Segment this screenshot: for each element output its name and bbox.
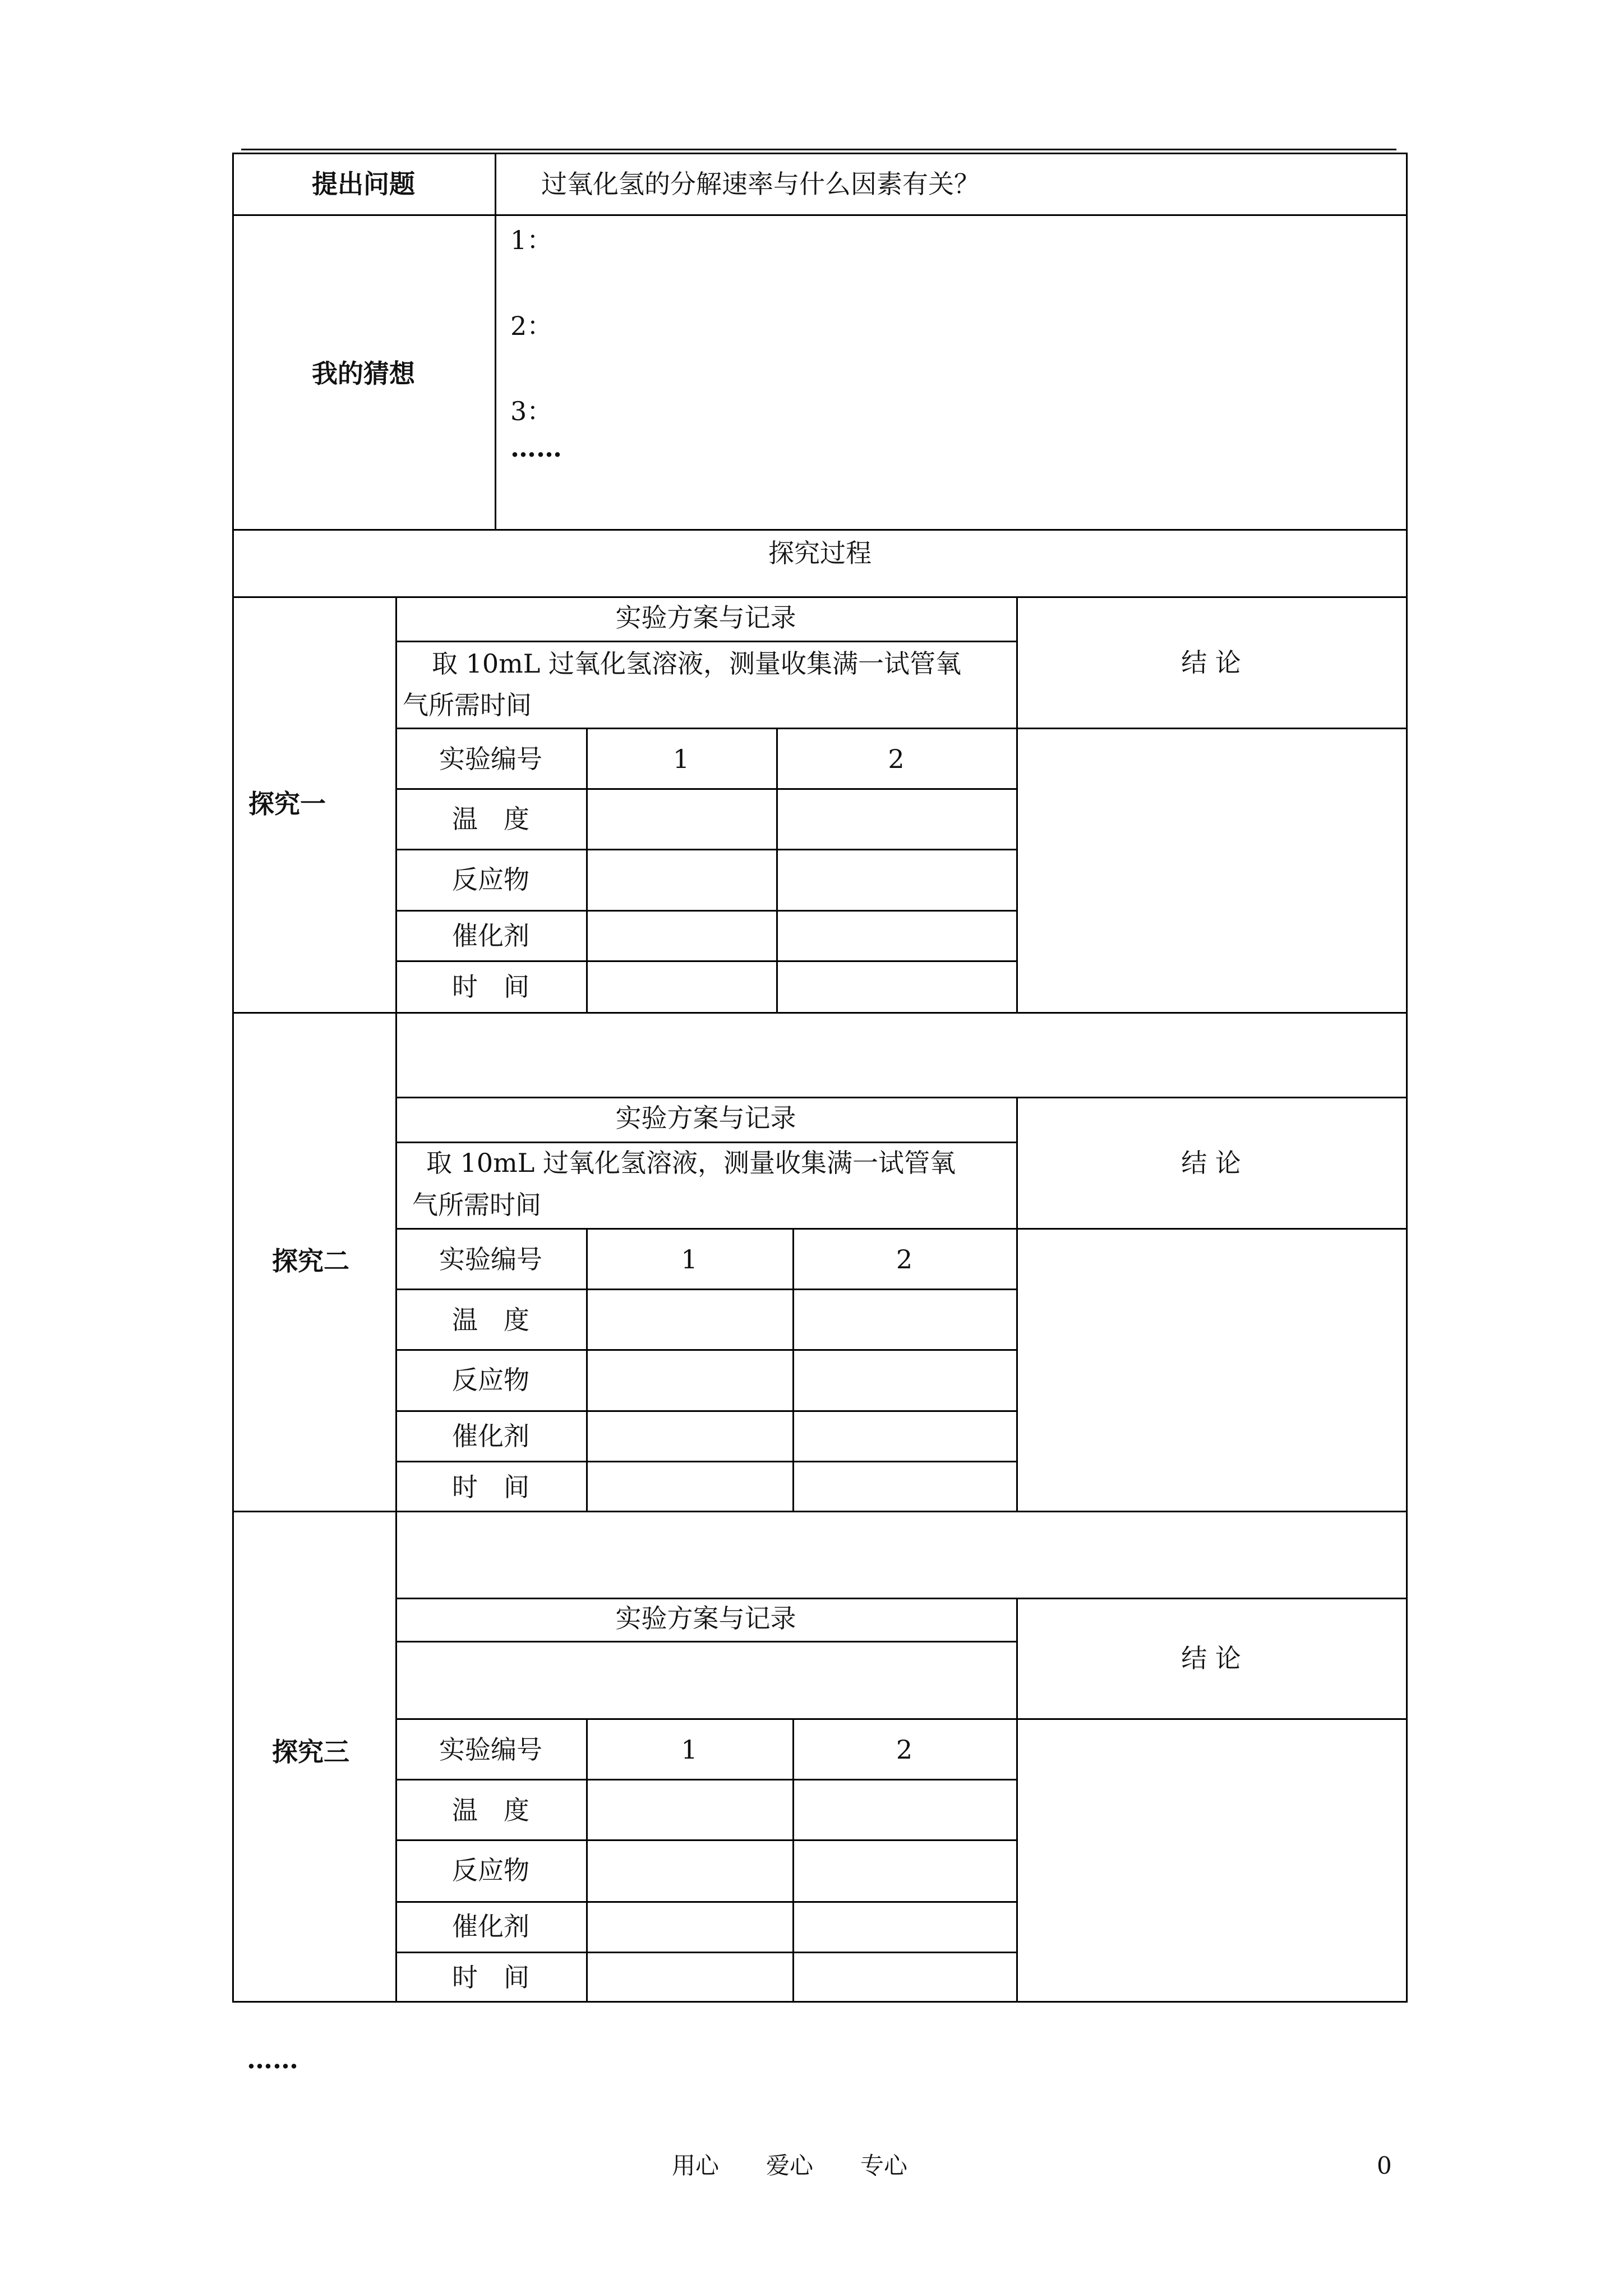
table-row-temp: 温 度 <box>452 1795 529 1825</box>
table-row-time: 时 间 <box>452 1962 529 1993</box>
table-row-time: 时 间 <box>452 972 529 1002</box>
plan-title: 实验方案与记录 <box>615 602 796 633</box>
table-header-2: 2 <box>896 1734 913 1765</box>
table-row-reactant: 反应物 <box>452 1365 529 1395</box>
question-label: 提出问题 <box>312 169 415 199</box>
plan-text-line2: 气所需时间 <box>403 690 532 720</box>
trailing-ellipsis: …… <box>247 2044 298 2074</box>
conclusion-label: 结 论 <box>1181 1148 1241 1178</box>
table-header-2: 2 <box>896 1244 913 1274</box>
footer-slogan: 用心 爱心 专心 <box>672 2152 908 2179</box>
table-header-id: 实验编号 <box>439 1734 542 1765</box>
section-3-label: 探究三 <box>272 1737 349 1767</box>
guess-item-2: 2： <box>510 311 553 341</box>
plan-text-line2: 气所需时间 <box>412 1190 541 1220</box>
process-title: 探究过程 <box>768 538 872 568</box>
plan-title: 实验方案与记录 <box>615 1603 796 1634</box>
table-header-1: 1 <box>672 744 690 774</box>
table-header-2: 2 <box>888 744 905 774</box>
table-row-catalyst: 催化剂 <box>452 921 529 951</box>
question-text: 过氧化氢的分解速率与什么因素有关？ <box>541 169 980 199</box>
guess-ellipsis: …… <box>510 432 562 463</box>
table-row-reactant: 反应物 <box>452 864 529 895</box>
table-row-catalyst: 催化剂 <box>452 1421 529 1451</box>
page-number: 0 <box>1377 2152 1392 2179</box>
table-header-id: 实验编号 <box>439 1244 542 1274</box>
section-2-label: 探究二 <box>272 1246 349 1276</box>
section-1-label: 探究一 <box>248 789 326 819</box>
table-row-temp: 温 度 <box>452 804 529 834</box>
table-header-1: 1 <box>681 1734 698 1765</box>
plan-text-line1: 取 10mL 过氧化氢溶液，测量收集满一试管氧 <box>426 1148 956 1178</box>
guess-item-1: 1： <box>510 225 553 255</box>
table-row-time: 时 间 <box>452 1472 529 1502</box>
guess-item-3: 3： <box>510 396 553 426</box>
guess-label: 我的猜想 <box>312 358 415 389</box>
table-row-reactant: 反应物 <box>452 1855 529 1885</box>
table-row-catalyst: 催化剂 <box>452 1911 529 1941</box>
conclusion-label: 结 论 <box>1181 647 1241 678</box>
table-header-id: 实验编号 <box>439 744 542 774</box>
conclusion-label: 结 论 <box>1181 1643 1241 1673</box>
plan-title: 实验方案与记录 <box>615 1103 796 1133</box>
plan-text-line1: 取 10mL 过氧化氢溶液，测量收集满一试管氧 <box>432 648 961 679</box>
table-header-1: 1 <box>681 1244 698 1274</box>
table-row-temp: 温 度 <box>452 1305 529 1335</box>
